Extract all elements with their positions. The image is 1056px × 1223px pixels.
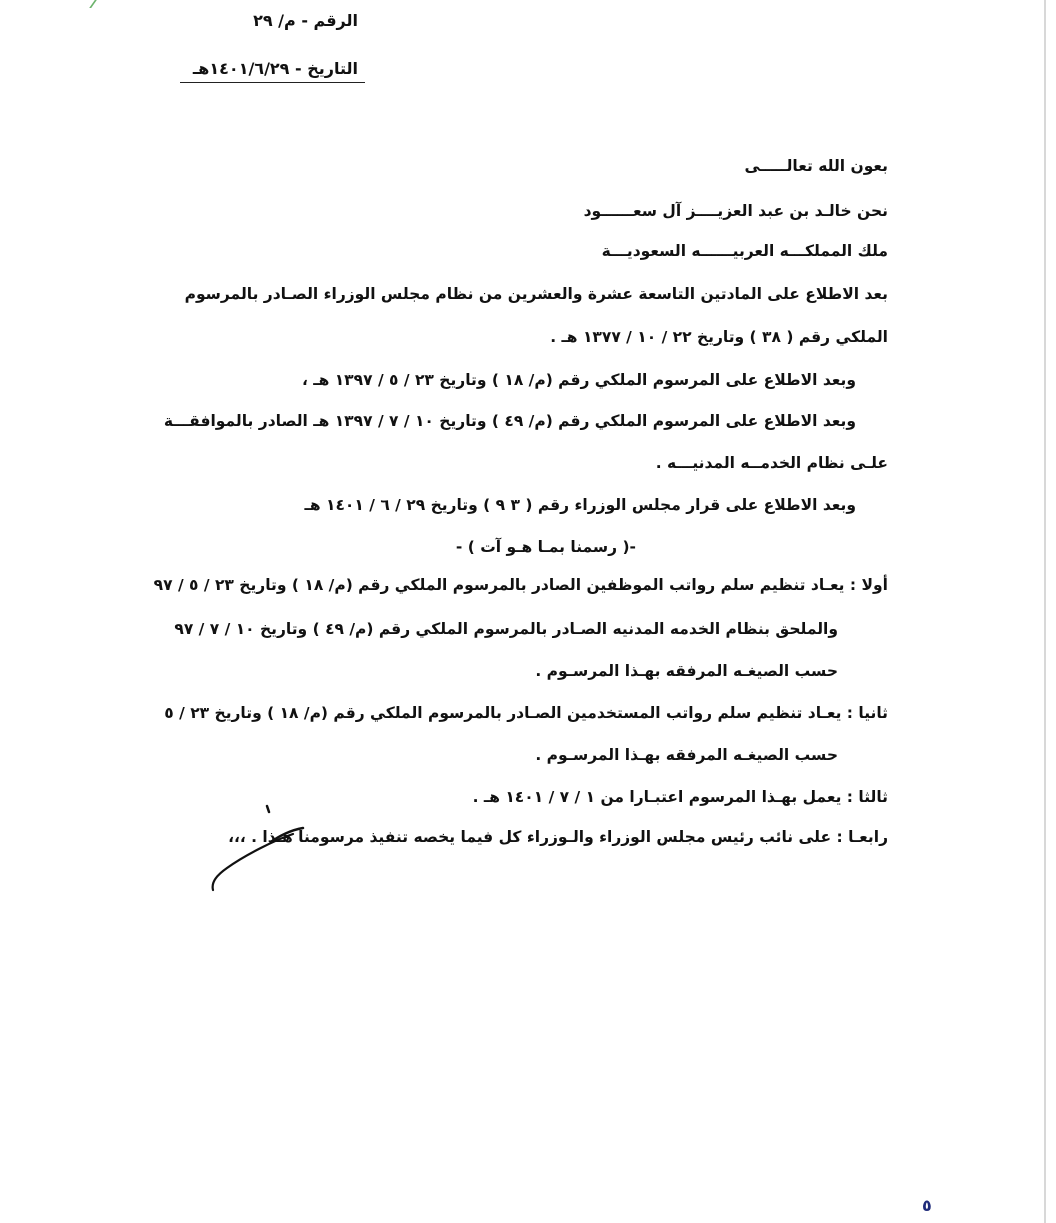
line-article-2b: حسب الصيغـه المرفقه بهـذا المرسـوم . — [535, 746, 838, 764]
line-preamble-3: وبعد الاطلاع على المرسوم الملكي رقم (م/ ١٨ ) وتاريخ ٢٣ / ٥ / ١٣٩٧ هـ ، — [301, 371, 856, 389]
line-preamble-4: وبعد الاطلاع على المرسوم الملكي رقم (م/ ٤٩ ) وتاريخ ١٠ / ٧ / ١٣٩٧ هـ الصادر بالموافقـــة — [163, 412, 856, 430]
line-opening: بعون الله تعالـــــى — [744, 157, 888, 175]
line-article-4: رابعـا : على نائب رئيس مجلس الوزراء والـوزراء كل فيما يخصه تنفيذ مرسومنا هـذا . ،،، — [228, 828, 888, 846]
line-preamble-1: بعد الاطلاع على المادتين التاسعة عشرة والعشرين من نظام مجلس الوزراء الصـادر بالمرسوم — [184, 285, 888, 303]
line-king-name: نحن خالـد بن عبد العزيــــز آل سعــــــود — [583, 202, 888, 220]
page-number: ٥ — [922, 1196, 932, 1215]
signature-stroke — [205, 800, 325, 895]
line-article-1b: والملحق بنظام الخدمه المدنيه الصـادر بالمرسوم الملكي رقم (م/ ٤٩ ) وتاريخ ١٠ / ٧ / ٩٧ — [174, 620, 838, 638]
line-article-3: ثالثا : يعمل بهـذا المرسوم اعتبـارا من ١ / ٧ / ١٤٠١ هـ . — [472, 788, 888, 806]
line-preamble-6: وبعد الاطلاع على قرار مجلس الوزراء رقم ( ٣ ٩ ) وتاريخ ٢٩ / ٦ / ١٤٠١ هـ — [304, 496, 856, 514]
document-date: التاريخ - ١٤٠١/٦/٢٩هـ — [192, 59, 358, 78]
line-article-2a: ثانيا : يعـاد تنظيم سلم رواتب المستخدمين الصـادر بالمرسوم الملكي رقم (م/ ١٨ ) وتاريخ ٢٣ / ٥ — [164, 704, 888, 722]
line-decree-heading: -( رسمنا بمـا هـو آت ) - — [455, 538, 636, 556]
line-king-title: ملك المملكـــه العربيــــــه السعوديـــة — [601, 242, 888, 260]
line-preamble-2: الملكي رقم ( ٣٨ ) وتاريخ ٢٢ / ١٠ / ١٣٧٧ هـ . — [550, 328, 888, 346]
date-underline — [180, 82, 365, 83]
line-article-1a: أولا : يعـاد تنظيم سلم رواتب الموظفين الصادر بالمرسوم الملكي رقم (م/ ١٨ ) وتاريخ ٢٣ / ٥ / ٩٧ — [153, 576, 888, 594]
line-article-1c: حسب الصيغـه المرفقه بهـذا المرسـوم . — [535, 662, 838, 680]
line-preamble-5: علـى نظام الخدمــه المدنيـــه . — [655, 454, 888, 472]
reference-number: الرقم - م/ ٢٩ — [253, 11, 358, 30]
